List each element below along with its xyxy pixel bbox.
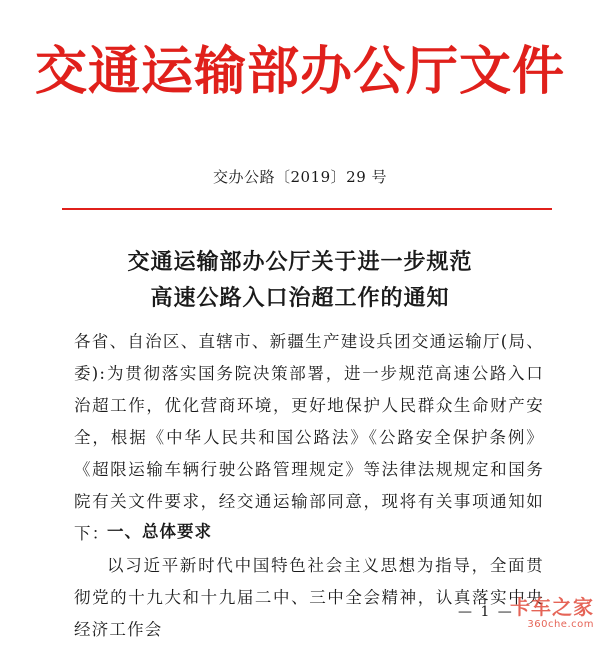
section-heading-1: 一、总体要求 [107, 522, 212, 541]
body-paragraph-1: 为贯彻落实国务院决策部署，进一步规范高速公路入口治超工作，优化营商环境，更好地保护人民群众生命财产安全，根据《中华人民共和国公路法》《公路安全保护条例》《超限运输车辆行驶公路管理规定》等法律法规规定和国务院有关文件要求，经交通运输部同意，现将有关事项通知如下： [74, 364, 544, 543]
watermark-url: 360che.com [527, 619, 594, 630]
document-number: 交办公路〔2019〕29 号 [212, 168, 388, 186]
addressee-line: 各省、自治区、直辖市、新疆生产建设兵团交通运输厅(局、委): [74, 332, 544, 383]
notice-title-line-2: 高速公路入口治超工作的通知 [150, 285, 450, 311]
notice-title-line-1: 交通运输部办公厅关于进一步规范 [127, 249, 473, 275]
document-header-title: 交通运输部办公厅文件 [34, 41, 565, 102]
red-divider-line [62, 208, 552, 210]
page-number: — 1 — [458, 604, 514, 620]
body-paragraph-2: 以习近平新时代中国特色社会主义思想为指导，全面贯彻党的十九大和十九届二中、三中全会精神，认真落实中央经济工作会 [74, 556, 544, 639]
watermark-brand: 卡车之家 [510, 595, 594, 619]
site-watermark-logo [496, 595, 594, 635]
